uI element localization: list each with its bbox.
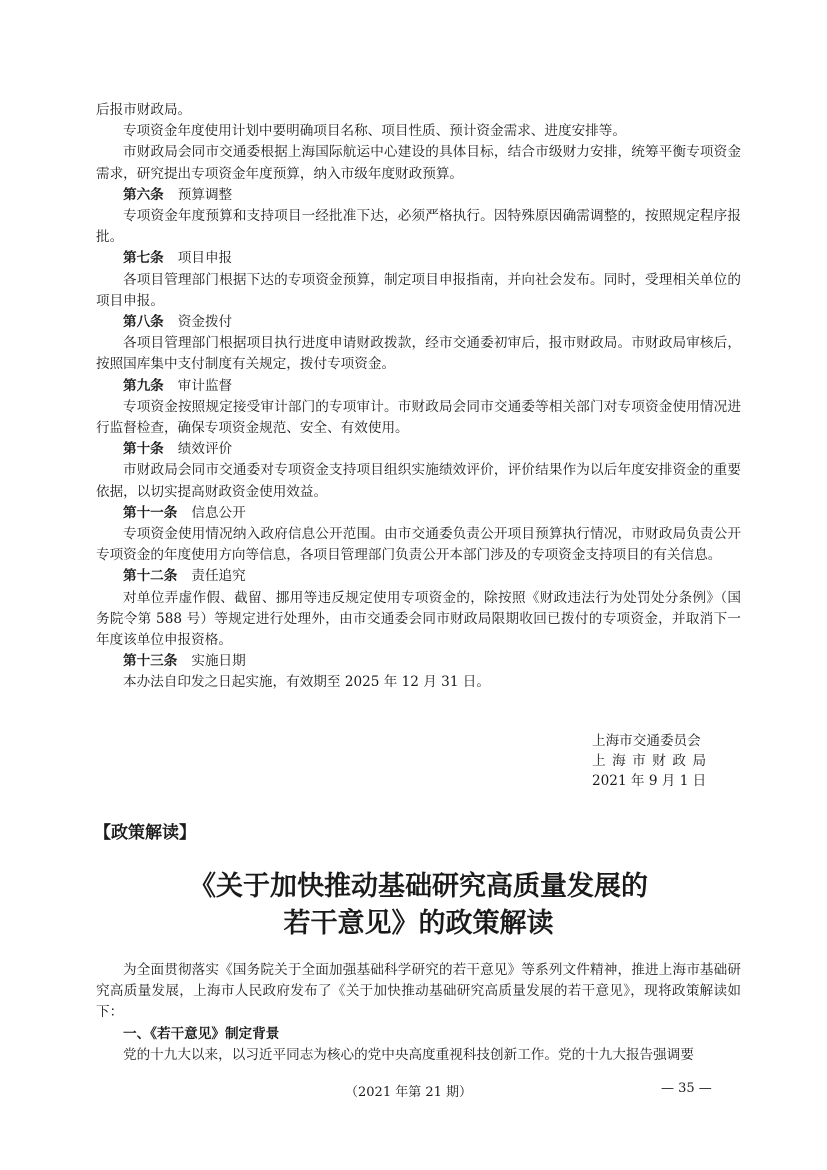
article-text: 各项目管理部门根据项目执行进度申请财政拨款，经市交通委初审后，报市财政局。市财政局审核后，按照国库集中支付制度有关规定，拨付专项资金。 (96, 335, 741, 373)
article-text: 各项目管理部门根据下达的专项资金预算，制定项目申报指南，并向社会发布。同时，受理相关单位的项目申报。 (96, 271, 741, 309)
signature-block (592, 731, 732, 791)
article-heading: 第八条 资金拨付 (123, 314, 233, 331)
article-heading: 第十二条 责任追究 (123, 568, 246, 585)
article-text: 专项资金按照规定接受审计部门的专项审计。市财政局会同市交通委等相关部门对专项资金使用情况进行监督检查，确保专项资金规范、安全、有效使用。 (96, 398, 741, 437)
signature-date: 2021 年 9 月 1 日 (592, 773, 707, 789)
paragraph: 后报市财政局。 (96, 102, 192, 118)
page-number: — 35 — (661, 1081, 712, 1096)
article-heading: 第十条 绩效评价 (123, 441, 233, 458)
article-text: 专项资金年度预算和支持项目一经批准下达，必须严格执行。因特殊原因确需调整的，按照规定程序报批。 (96, 208, 741, 246)
signature-org: 上海市交通委员会 (592, 733, 701, 749)
article-heading: 第七条 项目申报 (123, 250, 233, 267)
paragraph: 党的十九大以来，以习近平同志为核心的党中央高度重视科技创新工作。党的十九大报告强调要 (123, 1046, 694, 1063)
document-title-line: 若干意见》的政策解读 (283, 908, 554, 939)
article-text: 对单位弄虚作假、截留、挪用等违反规定使用专项资金的，除按照《财政违法行为处罚处分条例》（国务院令第 588 号）等规定进行处理外，由市交通委会同市财政局限期收回已拨付的专项资金，并取消下一年度该单位申报资格。 (96, 589, 741, 649)
paragraph: 市财政局会同市交通委根据上海国际航运中心建设的具体目标，结合市级财力安排，统筹平衡专项资金需求，研究提出专项资金年度预算，纳入市级年度财政预算。 (96, 144, 741, 182)
article-heading: 第十三条 实施日期 (123, 653, 246, 670)
article-heading: 第九条 审计监督 (123, 377, 233, 394)
section-heading: 一、《若干意见》制定背景 (123, 1025, 280, 1042)
section-tag: 【政策解读】 (94, 823, 196, 843)
signature-org: 上海市财政局 (592, 753, 713, 769)
paragraph: 专项资金年度使用计划中要明确项目名称、项目性质、预计资金需求、进度安排等。 (123, 123, 626, 140)
article-text: 专项资金使用情况纳入政府信息公开范围。由市交通委负责公开项目预算执行情况，市财政局负责公开专项资金的年度使用方向等信息，各项目管理部门负责公开本部门涉及的专项资金支持项目的有关信息。 (96, 526, 741, 564)
article-text: 市财政局会同市交通委对专项资金支持项目组织实施绩效评价，评价结果作为以后年度安排资金的重要依据，以切实提高财政资金使用效益。 (96, 462, 741, 500)
article-heading: 第六条 预算调整 (123, 186, 233, 203)
paragraph: 为全面贯彻落实《国务院关于全面加强基础科学研究的若干意见》等系列文件精神，推进上海市基础研究高质量发展，上海市人民政府发布了《关于加快推动基础研究高质量发展的若干意见》，现将政策解读如下： (96, 962, 741, 1021)
regulation-body (96, 100, 741, 694)
article-heading: 第十一条 信息公开 (123, 504, 246, 521)
document-title (96, 868, 741, 942)
issue-label: （2021 年第 21 期） (345, 1085, 473, 1100)
document-title-line: 《关于加快推动基础研究高质量发展的 (189, 871, 648, 902)
interpretation-body (96, 960, 741, 1066)
article-text: 本办法自印发之日起实施，有效期至 2025 年 12 月 31 日。 (123, 674, 490, 691)
